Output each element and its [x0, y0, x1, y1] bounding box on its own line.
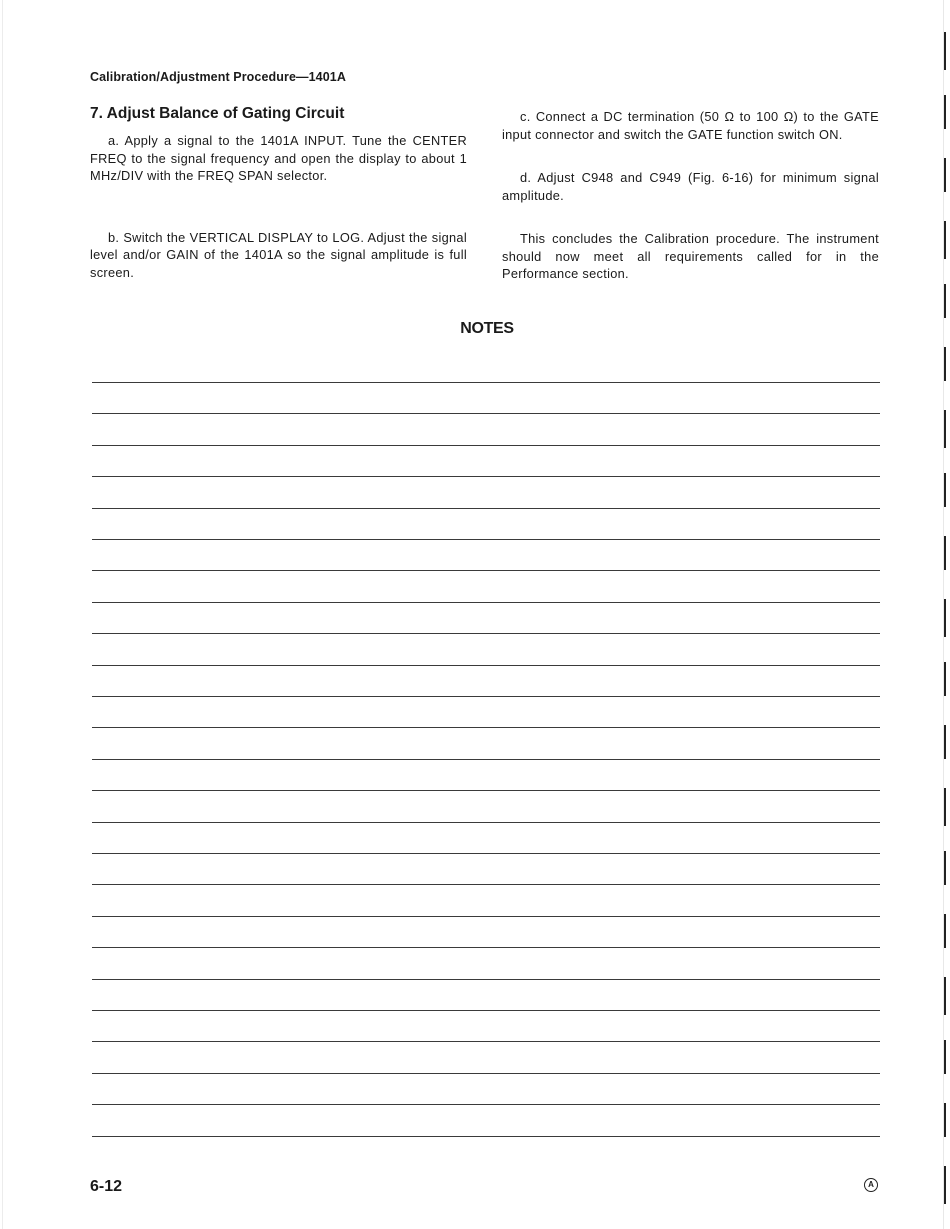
note-rule-line — [92, 853, 880, 854]
note-rule-line — [92, 727, 880, 728]
edge-tick — [944, 914, 946, 948]
note-rule-line — [92, 790, 880, 791]
note-rule-line — [92, 413, 880, 414]
note-rule-line — [92, 445, 880, 446]
note-rule-line — [92, 508, 880, 509]
note-rule-line — [92, 822, 880, 823]
edge-tick — [944, 347, 946, 381]
edge-tick — [944, 284, 946, 318]
note-rule-line — [92, 570, 880, 571]
step-d-paragraph: d. Adjust C948 and C949 (Fig. 6-16) for minimum signal amplitude. — [502, 170, 879, 203]
page-edge-ticks — [940, 0, 950, 1229]
note-rule-line — [92, 1041, 880, 1042]
note-rule-line — [92, 979, 880, 980]
note-rule-line — [92, 1073, 880, 1074]
edge-tick — [944, 473, 946, 507]
note-rule-line — [92, 696, 880, 697]
page-number: 6-12 — [90, 1178, 123, 1195]
edge-tick — [944, 95, 946, 129]
edge-tick — [944, 1040, 946, 1074]
step-heading: 7. Adjust Balance of Gating Circuit — [90, 105, 345, 122]
edge-tick — [944, 1103, 946, 1137]
edge-tick — [944, 599, 946, 637]
step-a-paragraph: a. Apply a signal to the 1401A INPUT. Tune the CENTER FREQ to the signal frequency and open the display to about 1 MHz/DIV with the FREQ SPAN selector. — [90, 133, 467, 183]
publisher-logo-icon: A — [864, 1178, 878, 1192]
running-head: Calibration/Adjustment Procedure—1401A — [90, 70, 346, 84]
note-rule-line — [92, 665, 880, 666]
edge-tick — [944, 788, 946, 826]
edge-tick — [944, 221, 946, 259]
note-rule-line — [92, 1010, 880, 1011]
edge-tick — [944, 32, 946, 70]
note-rule-line — [92, 476, 880, 477]
note-rule-line — [92, 1136, 880, 1137]
note-rule-line — [92, 382, 880, 383]
left-column — [90, 104, 467, 281]
step-b-paragraph: b. Switch the VERTICAL DISPLAY to LOG. Adjust the signal level and/or GAIN of the 1401A so the signal amplitude is full screen. — [90, 229, 467, 280]
note-rule-line — [92, 884, 880, 885]
right-column — [502, 104, 879, 283]
conclusion-paragraph: This concludes the Calibration procedure. The instrument should now meet all requirements called for in the Performance section. — [502, 231, 879, 281]
left-edge-line — [2, 0, 3, 1229]
note-rule-line — [92, 759, 880, 760]
step-c-paragraph: c. Connect a DC termination (50 Ω to 100 Ω) to the GATE input connector and switch the GATE function switch ON. — [502, 109, 879, 142]
edge-tick — [944, 158, 946, 192]
note-rule-line — [92, 916, 880, 917]
edge-tick — [944, 662, 946, 696]
note-rule-line — [92, 1104, 880, 1105]
note-rule-line — [92, 947, 880, 948]
edge-tick — [944, 725, 946, 759]
notes-title: NOTES — [460, 320, 514, 337]
note-rule-line — [92, 539, 880, 540]
edge-tick — [944, 1166, 946, 1204]
edge-tick — [944, 410, 946, 448]
edge-tick — [944, 977, 946, 1015]
edge-tick — [944, 851, 946, 885]
edge-tick — [944, 536, 946, 570]
note-rule-line — [92, 602, 880, 603]
note-rule-line — [92, 633, 880, 634]
